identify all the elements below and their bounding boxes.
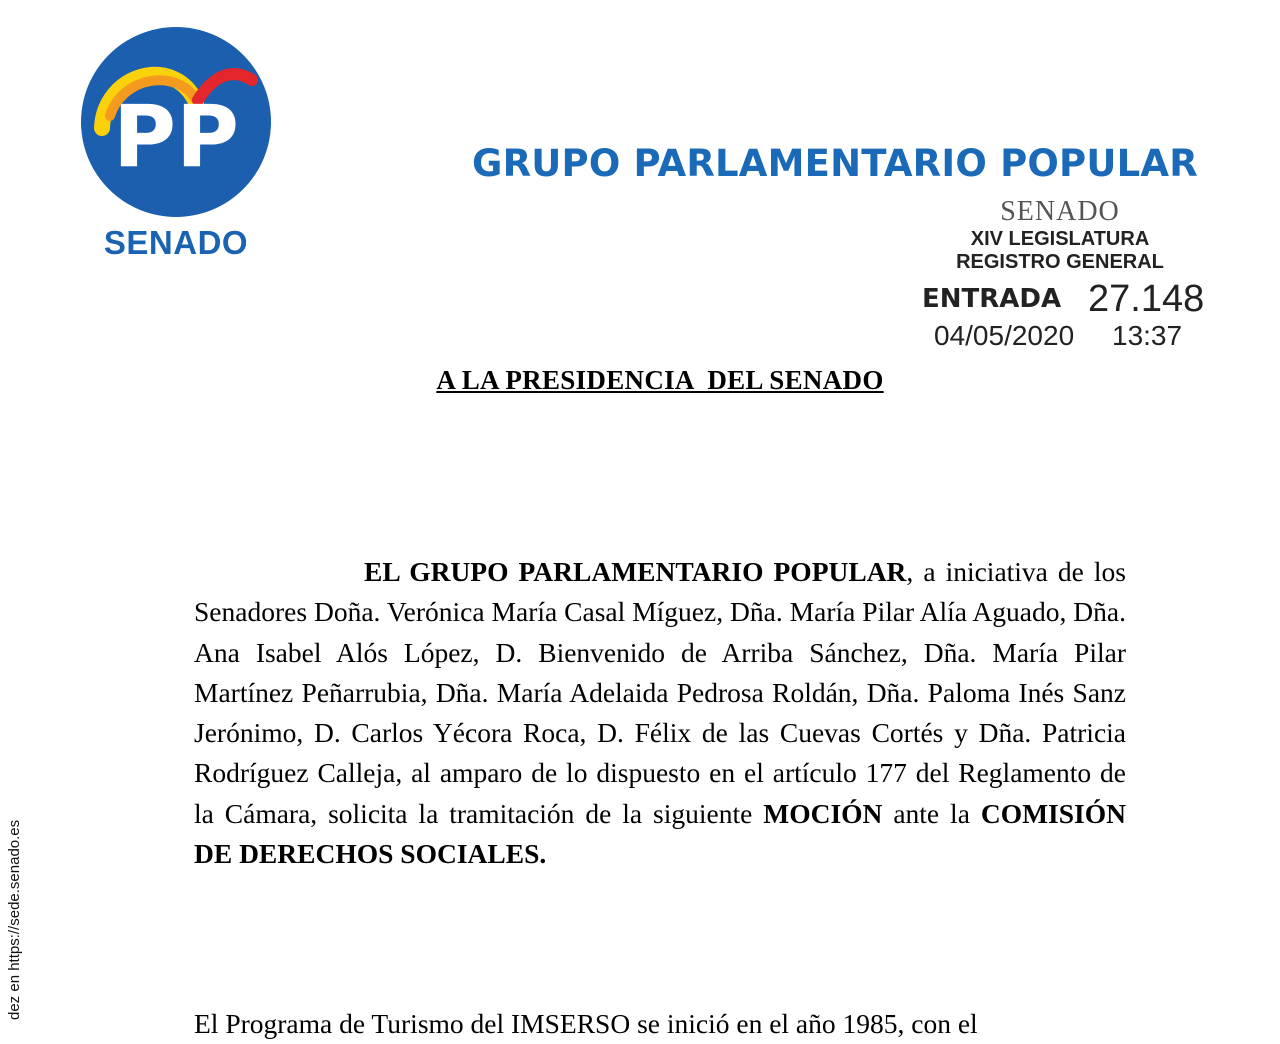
program-paragraph: El Programa de Turismo del IMSERSO se inició en el año 1985, con el xyxy=(194,1008,978,1039)
group-name-bold: EL GRUPO PARLAMENTARIO POPULAR xyxy=(364,556,907,587)
group-name-heading: GRUPO PARLAMENTARIO POPULAR xyxy=(472,142,1198,185)
stamp-entry-label: ENTRADA xyxy=(922,284,1062,314)
pp-logo-icon xyxy=(78,24,274,220)
logo-caption: SENADO xyxy=(103,224,249,261)
connector-text: ante la xyxy=(882,797,981,829)
stamp-entry-number: 27.148 xyxy=(1088,278,1205,320)
stamp-chamber: SENADO xyxy=(1000,196,1120,227)
stamp-time: 13:37 xyxy=(1112,320,1183,351)
verification-side-note[interactable]: dez en https://sede.senado.es xyxy=(6,819,23,1020)
stamp-registry: REGISTRO GENERAL xyxy=(956,251,1164,273)
pp-senado-logo xyxy=(78,24,274,264)
commission-name: COMISIÓN DE DERECHOS SOCIALES. xyxy=(194,797,1126,870)
senators-text: , a iniciativa de los Senadores Doña. Verónica María Casal Míguez, Dña. María Pilar Alía Aguado, Dña. Ana Isabel Alós López, D. Bienvenido de Arriba Sánchez, Dña. María Pilar Martínez Peñarrubia, Dña. María Adelaida Pedrosa Roldán, Dña. Paloma Inés Sanz Jerónimo, D. Carlos Yécora Roca, D. Félix de las Cuevas Cortés y Dña. Patricia Rodríguez Calleja, al amparo de lo dispuesto en el artículo 177 del Reglamento de la Cámara, solicita la tramitación de la siguiente xyxy=(194,556,1126,829)
motion-paragraph xyxy=(194,552,1126,874)
motion-word: MOCIÓN xyxy=(763,797,883,829)
stamp-date: 04/05/2020 xyxy=(934,320,1075,351)
addressee-heading: A LA PRESIDENCIA DEL SENADO xyxy=(436,365,884,395)
stamp-legislature: XIV LEGISLATURA xyxy=(970,228,1150,250)
logo-initials: PP xyxy=(112,87,240,187)
